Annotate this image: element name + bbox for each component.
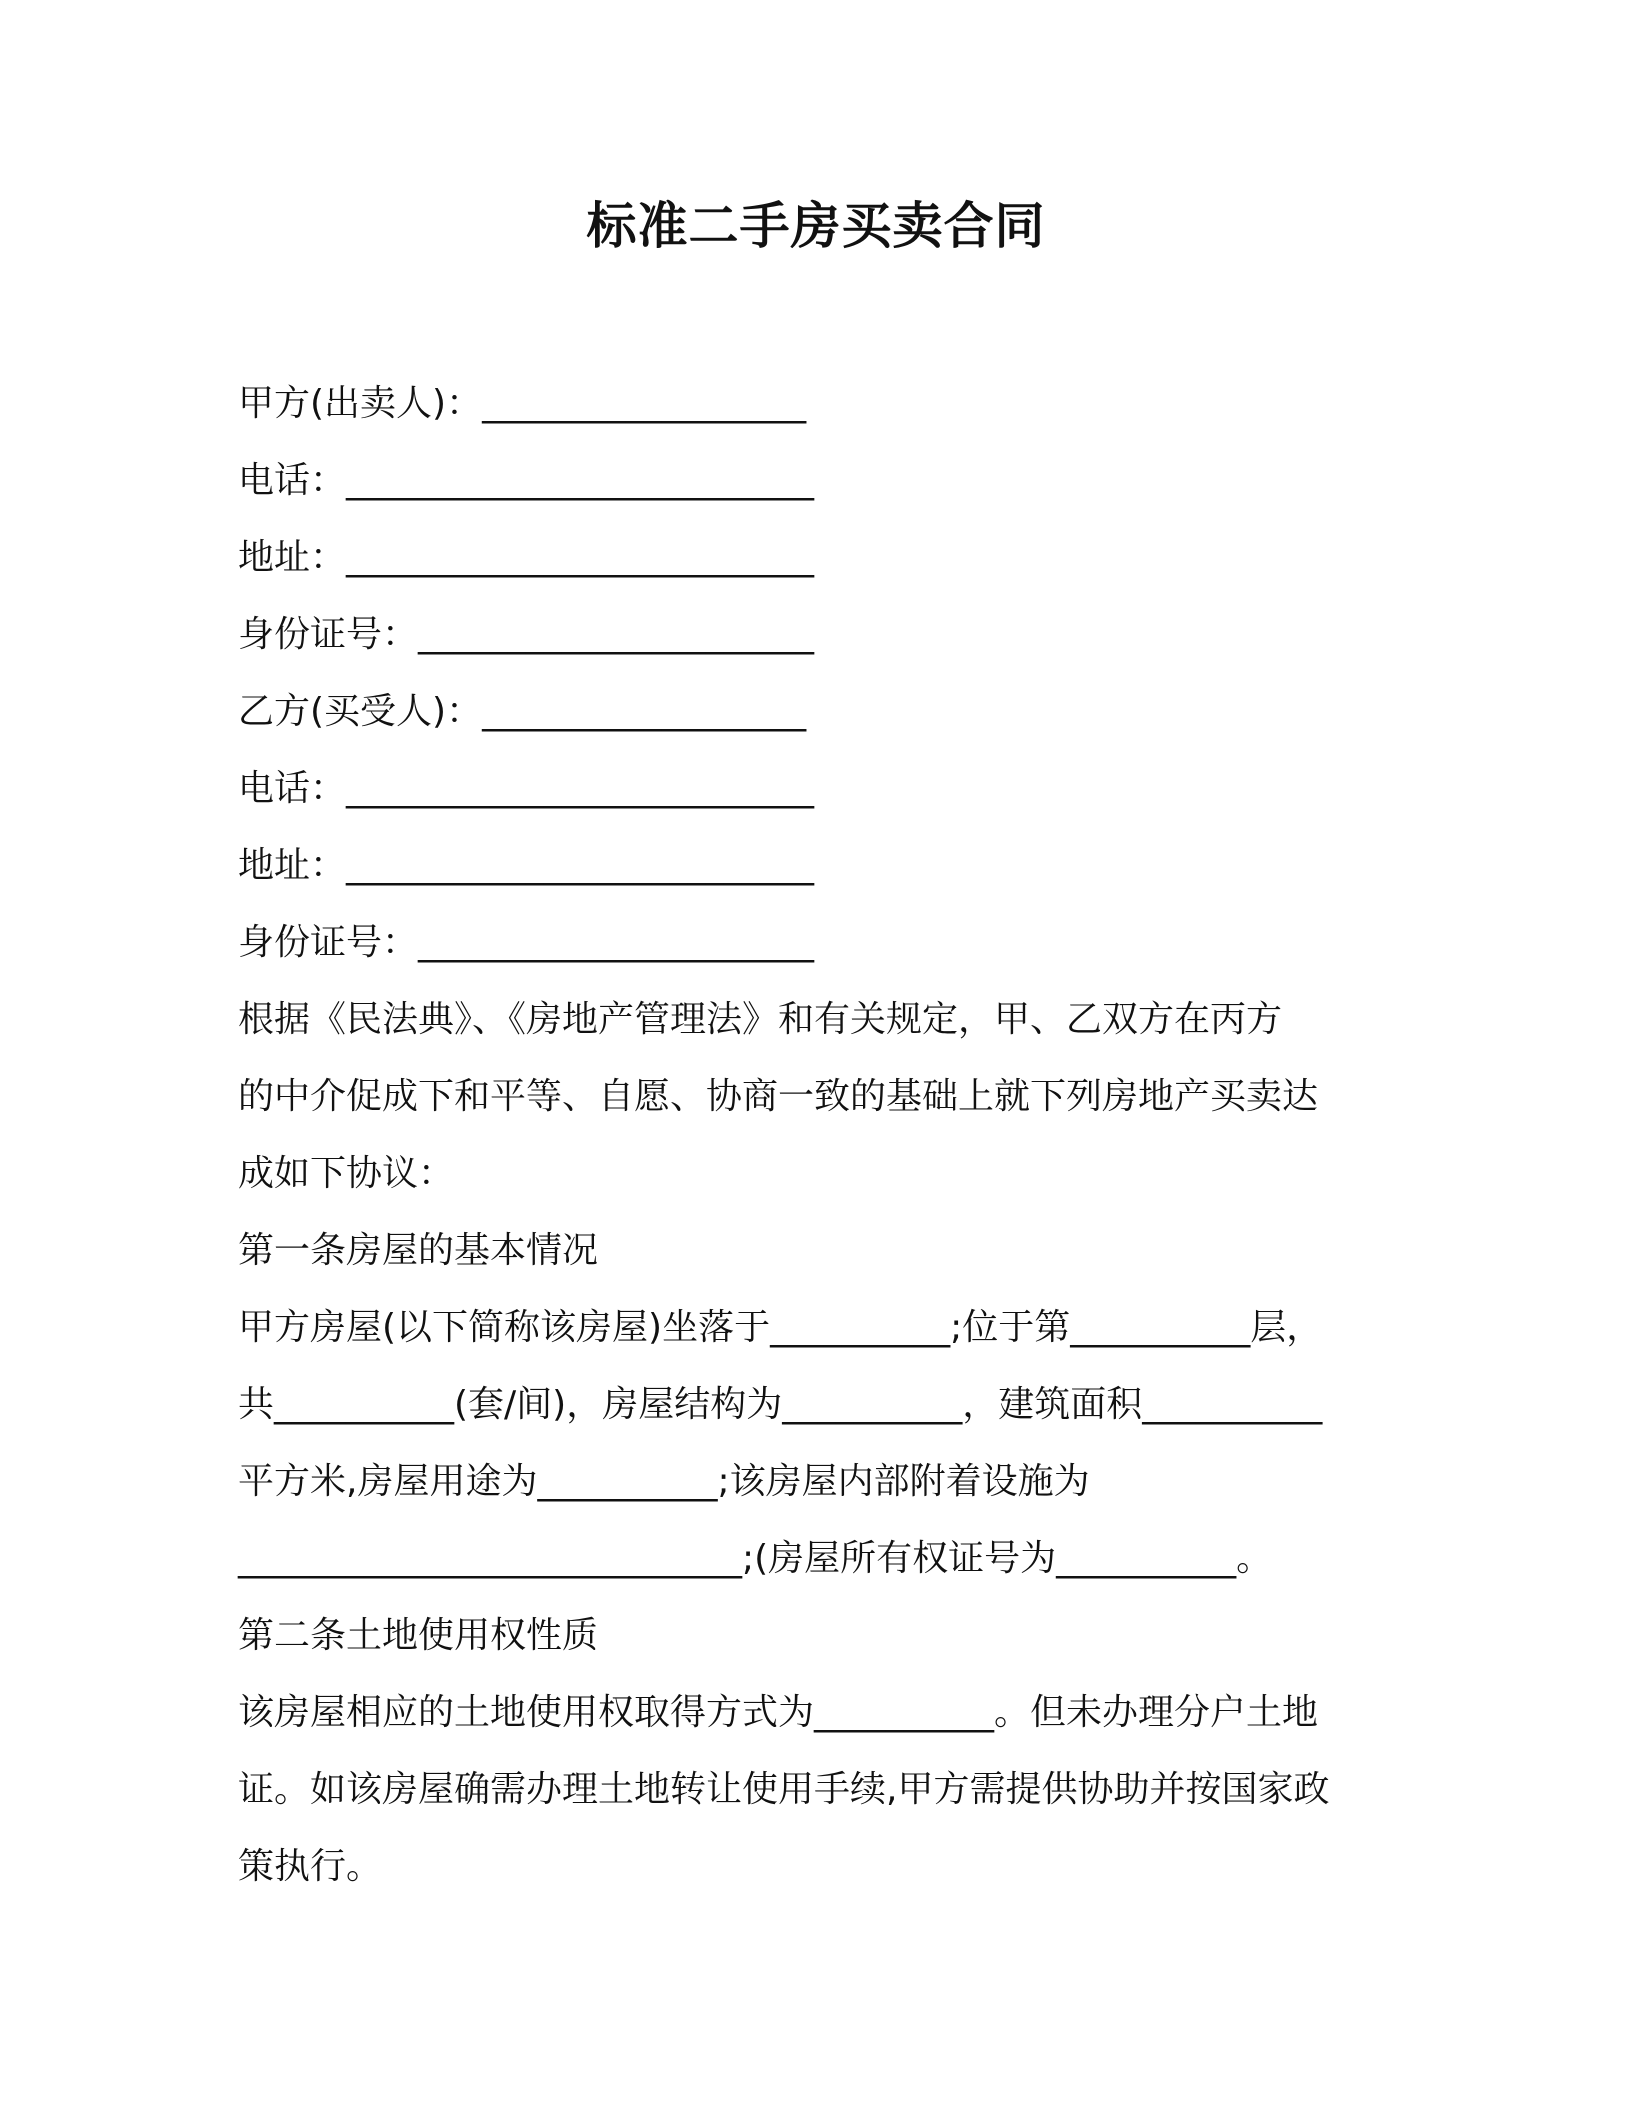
article-1-line-3: 平方米,房屋用途为__________;该房屋内部附着设施为 (238, 1461, 1090, 1502)
article-1-line-4: ____________________________;(房屋所有权证号为__________。 (238, 1538, 1273, 1579)
party-b-address-line: 地址：__________________________ (238, 845, 815, 886)
party-b-name-line: 乙方(买受人)：__________________ (238, 691, 807, 732)
preamble-line-2: 的中介促成下和平等、自愿、协商一致的基础上就下列房地产买卖达 (238, 1076, 1319, 1117)
article-1-heading: 第一条房屋的基本情况 (238, 1230, 599, 1271)
party-b-phone-line: 电话：__________________________ (238, 768, 815, 809)
party-a-name-line: 甲方(出卖人)：__________________ (238, 383, 807, 424)
article-2-heading: 第二条土地使用权性质 (238, 1615, 599, 1656)
party-a-id-line: 身份证号：______________________ (238, 614, 815, 655)
document-title: 标准二手房买卖合同 (586, 197, 1046, 255)
party-b-id-line: 身份证号：______________________ (238, 922, 815, 963)
article-2-line-2: 证。如该房屋确需办理土地转让使用手续,甲方需提供协助并按国家政 (238, 1769, 1330, 1810)
party-a-address-line: 地址：__________________________ (238, 537, 815, 578)
article-1-line-2: 共__________(套/间)，房屋结构为__________，建筑面积__________ (238, 1384, 1323, 1425)
document-body (238, 365, 1418, 1905)
article-2-line-1: 该房屋相应的土地使用权取得方式为__________。但未办理分户土地 (238, 1692, 1319, 1733)
preamble-line-3: 成如下协议： (238, 1153, 455, 1194)
article-2-line-3: 策执行。 (238, 1846, 383, 1887)
party-a-phone-line: 电话：__________________________ (238, 460, 815, 501)
preamble-line-1: 根据《民法典》、《房地产管理法》和有关规定，甲、乙双方在丙方 (238, 999, 1283, 1040)
article-1-line-1: 甲方房屋(以下简称该房屋)坐落于__________;位于第__________层， (238, 1307, 1323, 1348)
